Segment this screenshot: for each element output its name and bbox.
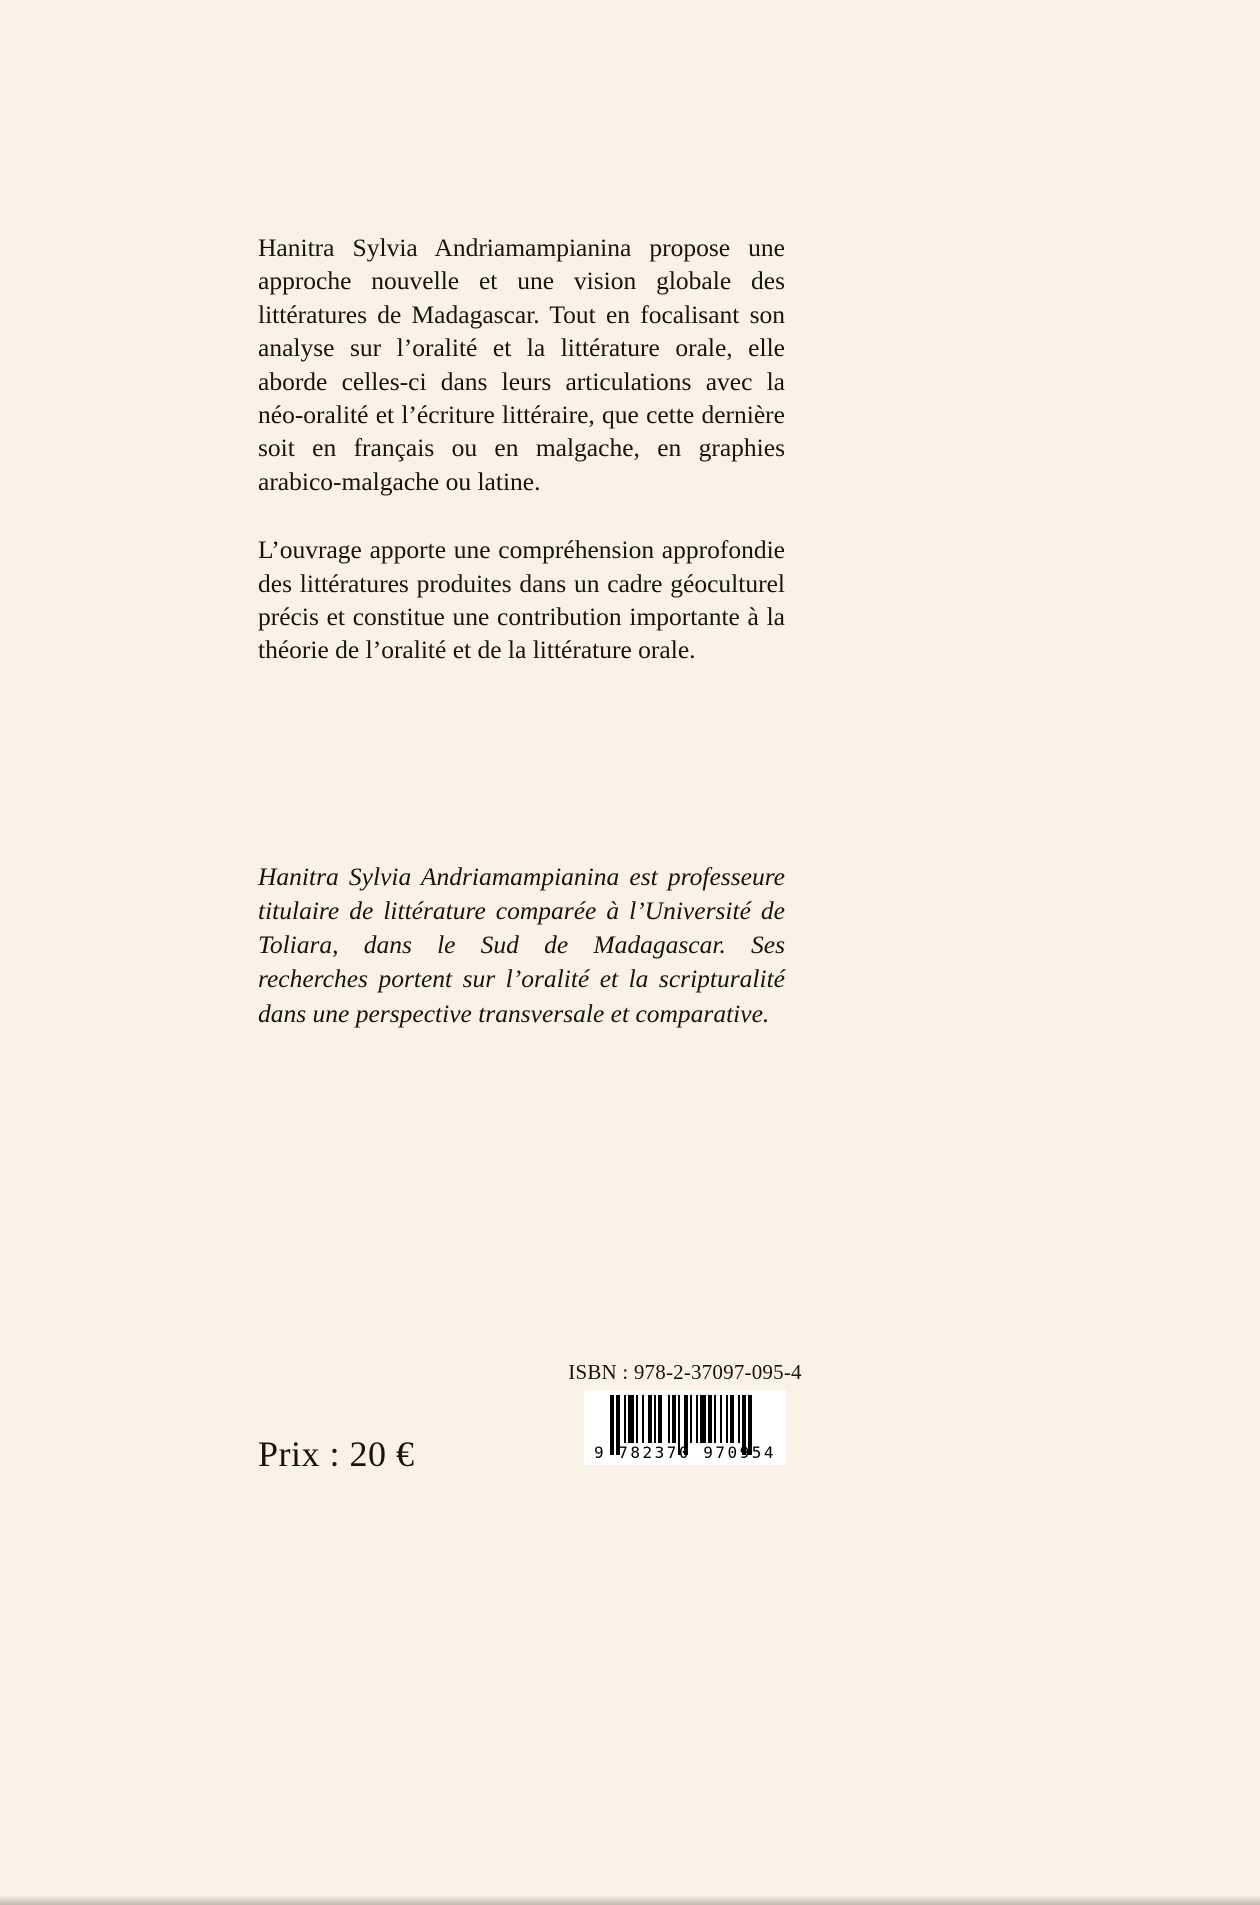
isbn-barcode-block	[560, 1360, 810, 1465]
author-bio-text: Hanitra Sylvia Andriamampianina est professeure titulaire de littérature comparée à l’Université de Toliara, dans le Sud de Madagascar. Ses recherches portent sur l’oralité et la scripturalité dans une perspective transversale et comparative.	[258, 862, 785, 1028]
blurb-text-block	[258, 231, 785, 702]
blurb-paragraph-1: Hanitra Sylvia Andriamampianina propose une approche nouvelle et une vision globale des littératures de Madagascar. Tout en focalisant son analyse sur l’oralité et la littérature orale, elle aborde celles-ci dans leurs articulations avec la néo-oralité et l’écriture littéraire, que cette dernière soit en français ou en malgache, en graphies arabico-malgache ou latine.	[258, 233, 785, 496]
blurb-paragraph-2: L’ouvrage apporte une compréhension approfondie des littératures produites dans un cadre géoculturel précis et constitue une contribution importante à la théorie de l’oralité et de la littérature orale.	[258, 535, 785, 665]
barcode	[584, 1390, 786, 1465]
price-label: Prix : 20 €	[258, 1434, 415, 1474]
isbn-label: ISBN : 978-2-37097-095-4	[568, 1360, 802, 1384]
barcode-space	[752, 1395, 756, 1443]
barcode-digits: 9 782370 970954	[594, 1443, 776, 1462]
